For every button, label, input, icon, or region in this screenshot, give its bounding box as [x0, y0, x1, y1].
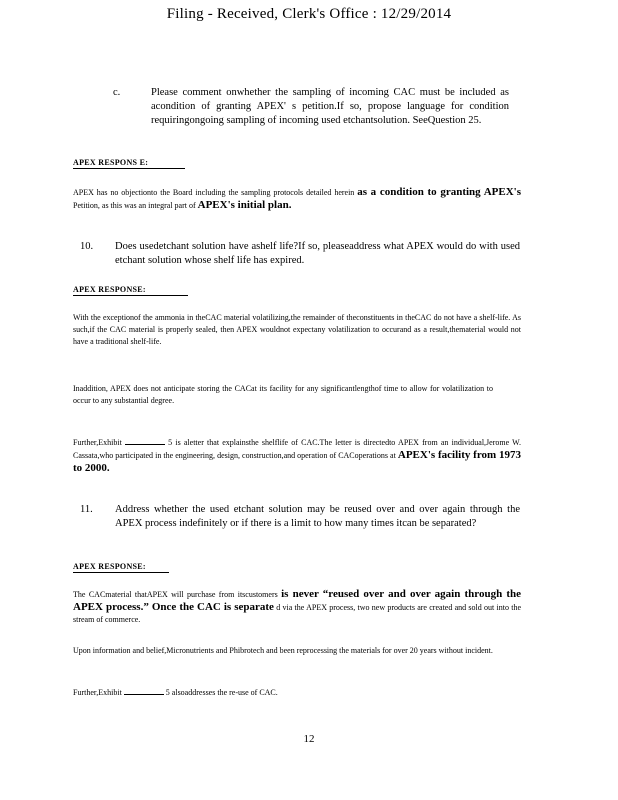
- question-c: [113, 86, 510, 146]
- response-text: Further,Exhibit: [73, 438, 122, 447]
- response-paragraph: [73, 686, 521, 699]
- question-10: [80, 240, 520, 270]
- question-text: Address whether the used etchant solution may be reused over and over again through the APEX process indefinitely or if there is a limit to how many times itcan be separated?: [115, 504, 520, 529]
- response-text: 5 is aletter that explainsthe shelflife of CAC.The letter is directedto APEX from an individual,Jerome W. Cassata,who participated in the engineering, design, construction,and operation of CACoperations at: [73, 438, 522, 460]
- response-label: APEX RESPONSE:: [73, 561, 169, 573]
- exhibit-blank-line: [125, 436, 165, 445]
- question-text: Please comment onwhether the sampling of incoming CAC must be included as acondition of granting APEX' s petition.If so, propose language for condition requiringongoing sampling of incoming used etchantsolution. SeeQuestion 25.: [151, 87, 509, 126]
- exhibit-blank-line: [124, 686, 164, 695]
- response-bold-text: is never “reused over and over again through the APEX process.” Once the CAC is separate: [73, 588, 521, 613]
- response-bold-text: APEX's facility from 1973 to 2000.: [73, 449, 522, 474]
- page-number: 12: [303, 733, 315, 745]
- response-paragraph: Inaddition, APEX does not anticipate storing the CACat its facility for any significantlengthof time to allow for volatilization to occur to any substantial degree.: [73, 384, 493, 405]
- question-number: 10.: [80, 241, 94, 252]
- response-text: d via the APEX process, two new products are created and sold out into the stream of commerce.: [73, 603, 522, 624]
- response-label: APEX RESPONSE:: [73, 284, 188, 296]
- question-text: Does usedetchant solution have ashelf life?If so, pleaseaddress what APEX would do with used etchant solution whose shelf life has expired.: [115, 241, 520, 266]
- response-paragraph: [73, 436, 521, 475]
- response-text: Petition, as this was an integral part of: [73, 201, 196, 210]
- response-paragraph: [73, 186, 521, 212]
- question-11: [80, 503, 520, 548]
- question-number: c.: [113, 87, 121, 98]
- response-text: APEX has no objectionto the Board including the sampling protocols detailed herein: [73, 188, 355, 197]
- response-paragraph: [73, 588, 521, 626]
- response-paragraph: Upon information and belief,Micronutrients and Phibrotech and been reprocessing the materials for over 20 years without incident.: [73, 646, 493, 655]
- response-bold-text: as a condition to granting APEX's: [357, 186, 522, 198]
- response-paragraph: With the exceptionof the ammonia in theCAC material volatilizing,the remainder of theconstituents in theCAC do not have a shelf-life. As such,if the CAC material is properly sealed, then APEX wouldnot expectany volatilization to occurand as a result,thematerial would not have a traditional shelf-life.: [73, 313, 521, 346]
- response-text: Further,Exhibit: [73, 688, 122, 697]
- filing-header: Filing - Received, Clerk's Office : 12/29/2014: [166, 6, 452, 22]
- response-text: The CACmaterial thatAPEX will purchase from itscustomers: [73, 590, 278, 599]
- question-number: 11.: [80, 504, 93, 515]
- response-bold-text: APEX's initial plan.: [197, 199, 292, 211]
- response-label: APEX RESPONS E:: [73, 157, 185, 169]
- response-text: 5 alsoaddresses the re-use of CAC.: [165, 688, 278, 697]
